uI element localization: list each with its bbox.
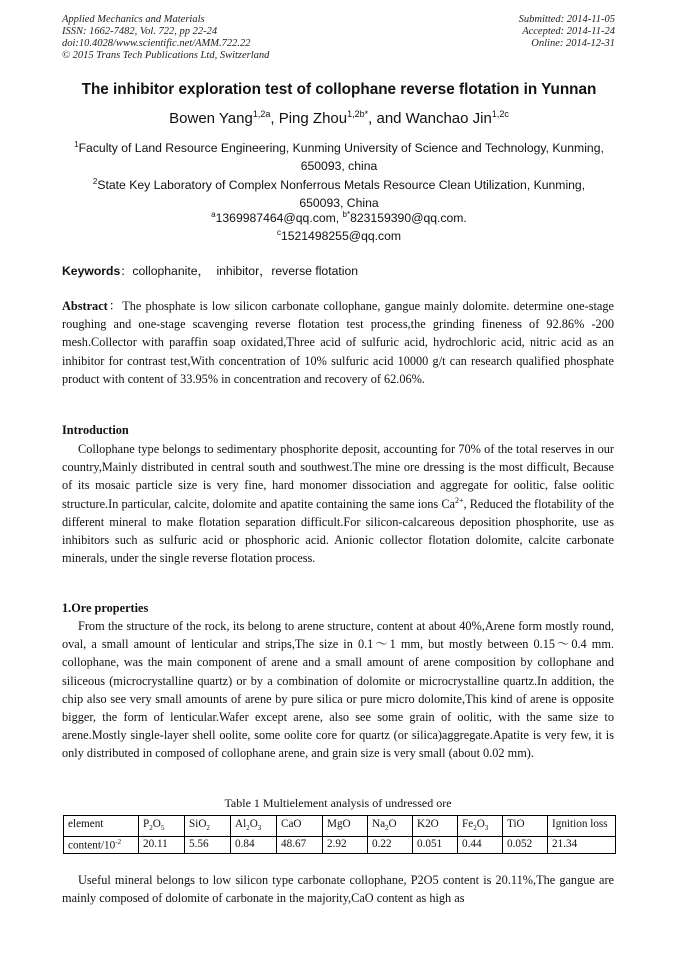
affiliation-text: Faculty of Land Resource Engineering, Kunming University of Science and Technology, Kunming, bbox=[78, 141, 604, 156]
email-address: 1521498255@qq.com bbox=[280, 229, 402, 244]
table-caption: Table 1 Multielement analysis of undressed ore bbox=[224, 796, 452, 810]
abstract bbox=[62, 297, 614, 388]
affiliation-sup: 2 bbox=[92, 177, 98, 186]
table-cell: 5.56 bbox=[185, 837, 231, 854]
online-date: Online: 2014-12-31 bbox=[531, 38, 615, 49]
author-separator: , and bbox=[368, 110, 406, 127]
table-header-cell: $Al_2O_3$ bbox=[231, 816, 277, 837]
intro-text: , Reduced the flotability of the different mineral to make flotation separation difficult.For silicon-calcareous deposition phosphorite, use as inhibitors such as sulfuric acid or phosphoric acid. Anionic collector flotation dolomite, calcite carbonate minerals, under the single reverse flotation process. bbox=[62, 496, 614, 566]
abstract-text: ：The phosphate is low silicon carbonate collophane, gangue mainly dolomite. determine one-stage roughing and one-stage scavenging reverse flotation test process,the grinding fineness of 92.86% -200 mesh.Collector with paraffin soap oxidated,Three acid of sulfuric acid, hydrochloric acid, nitric acid as an inhibitor for contrast test,With concentration of 10% sulfuric acid 10000 g/t can research qualified phosphate product with content of 33.95% in concentration and recovery of 62.06%. bbox=[62, 299, 614, 386]
keywords-label: Keywords bbox=[62, 264, 121, 278]
ion-charge-sup: 2+ bbox=[455, 495, 464, 505]
table-header-cell: K2O bbox=[413, 816, 458, 837]
affiliation-text: State Key Laboratory of Complex Nonferrous Metals Resource Clean Utilization, Kunming, bbox=[97, 178, 586, 193]
table-header-cell: SiO$_2$ bbox=[185, 816, 231, 837]
table-header-cell: element bbox=[64, 816, 139, 837]
ore-properties-paragraph bbox=[62, 617, 614, 763]
doi-line: doi:10.4028/www.scientific.net/AMM.722.22 bbox=[62, 38, 251, 49]
author-name: Bowen Yang bbox=[169, 110, 253, 127]
table-header-cell: $Na_2O$ bbox=[368, 816, 413, 837]
author-sup: 1,2c bbox=[491, 109, 509, 119]
table-cell: 0.052 bbox=[503, 837, 548, 854]
email-address: 823159390@qq.com. bbox=[350, 211, 467, 226]
intro-text: Collophane type belongs to sedimentary phosphorite deposit, accounting for 70% of the total reserves in our country,Mainly distributed in central south and southwest.The mine ore dressing is the most difficult, Because of its mosaic particle size is very fine, hard monomer dissociation and aggregate for oolitic, false oolitic structure.In particular, calcite, dolomite and apatite containing the same ions Ca bbox=[62, 442, 614, 511]
affiliation-sup: 1 bbox=[74, 140, 79, 149]
affiliation-line bbox=[60, 136, 618, 157]
multielement-table bbox=[63, 815, 616, 854]
copyright-line: © 2015 Trans Tech Publications Ltd, Switzerland bbox=[62, 50, 270, 61]
email-address: 1369987464@qq.com, bbox=[215, 211, 343, 226]
issn-line: ISSN: 1662-7482, Vol. 722, pp 22-24 bbox=[62, 26, 218, 37]
table-row bbox=[64, 837, 616, 854]
table-row-label: content/$10^{-2}$ bbox=[64, 837, 139, 854]
table-cell: 20.11 bbox=[139, 837, 185, 854]
closing-text: Useful mineral belongs to low silicon type carbonate collophane, P2O5 content is 20.11%,The gangue are mainly composed of dolomite of carbonate in the majority,CaO content as high as bbox=[62, 873, 614, 906]
journal-name: Applied Mechanics and Materials bbox=[62, 14, 205, 25]
author-name: Ping Zhou bbox=[278, 110, 348, 127]
table-cell: 0.44 bbox=[458, 837, 503, 854]
table-header-row bbox=[64, 816, 616, 837]
submitted-date: Submitted: 2014-11-05 bbox=[518, 14, 615, 25]
table-header-cell: $Fe_2O_3$ bbox=[458, 816, 503, 837]
email-line-2 bbox=[40, 228, 638, 243]
keywords-text: ：collophanite， inhibitor，reverse flotation bbox=[120, 264, 359, 278]
table-cell: 21.34 bbox=[548, 837, 616, 854]
section-heading-introduction: Introduction bbox=[62, 423, 129, 437]
affiliation-line: 650093, China bbox=[299, 196, 379, 211]
author-separator: , bbox=[270, 110, 279, 127]
abstract-label: Abstract bbox=[62, 299, 108, 313]
table-header-cell: TiO bbox=[503, 816, 548, 837]
table-header-cell: CaO bbox=[277, 816, 323, 837]
submission-dates bbox=[519, 14, 615, 50]
section-heading-ore-properties: 1.Ore properties bbox=[62, 601, 149, 615]
keywords bbox=[62, 262, 358, 279]
email-sup: a bbox=[211, 210, 216, 219]
ore-text: From the structure of the rock, its belong to arene structure, content at about 40%,Arene form mostly round, oval, a small amount of lenticular and strips,The size in 0.1～1 mm, but mostly between 0.15～0.4 mm. collophane, was the main component of arene and a small amount of arene composition by collophane and siliceous (microcrystalline quartz) or by a combination of dolomite or microcrystalline quartz.In addition, the chip also see very small amounts of arene by pure silica or pure micro dolomite,This kind of arene is opposite bigger, the form of lenticular.Wafer except arene, also see some grain of oolitic, with the same size to arene.Mostly single-layer shell oolite, some oolite core for quartz (or silica)aggregate.Apatite is very few, it is only distributed in composed of collophane arene, and grain size is very small (about 0.02 mm). bbox=[62, 619, 614, 761]
table-header-cell: $P_2O_5$ bbox=[139, 816, 185, 837]
closing-paragraph bbox=[62, 871, 614, 907]
email-sup: c bbox=[276, 228, 281, 237]
affiliation-1 bbox=[60, 136, 618, 175]
table-header-cell: Ignition loss bbox=[548, 816, 616, 837]
table-cell: 48.67 bbox=[277, 837, 323, 854]
email-line-1 bbox=[40, 210, 638, 225]
author-sup: 1,2b* bbox=[347, 109, 369, 119]
introduction-paragraph bbox=[62, 440, 614, 567]
affiliation-2 bbox=[60, 173, 618, 212]
affiliation-line bbox=[60, 173, 618, 194]
table-cell: 2.92 bbox=[323, 837, 368, 854]
table-cell: 0.22 bbox=[368, 837, 413, 854]
author-sup: 1,2a bbox=[252, 109, 271, 119]
journal-info bbox=[62, 14, 269, 62]
accepted-date: Accepted: 2014-11-24 bbox=[522, 26, 615, 37]
author-list bbox=[40, 109, 638, 127]
paper-title: The inhibitor exploration test of collophane reverse flotation in Yunnan bbox=[81, 81, 597, 98]
table-cell: 0.84 bbox=[231, 837, 277, 854]
author-name: Wanchao Jin bbox=[405, 110, 492, 127]
affiliation-line: 650093, china bbox=[300, 159, 378, 174]
table-cell: 0.051 bbox=[413, 837, 458, 854]
email-sup: b* bbox=[342, 210, 351, 219]
table-header-cell: MgO bbox=[323, 816, 368, 837]
